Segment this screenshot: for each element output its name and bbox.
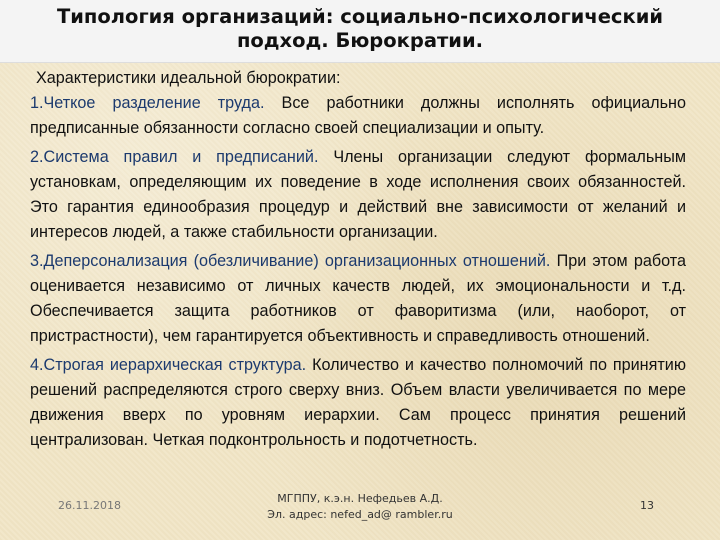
footer-date: 26.11.2018 <box>58 499 121 512</box>
slide-title-bar <box>0 0 720 63</box>
slide-title-line-2: подход. Бюрократии. <box>236 29 484 52</box>
slide-title-line-1: Типология организаций: социально-психологический <box>56 5 664 28</box>
footer-author-line-2: Эл. адрес: nefed_ad@ rambler.ru <box>267 508 453 521</box>
item-term: 2.Система правил и предписаний. <box>30 148 319 166</box>
slide-body <box>30 66 686 457</box>
slide-footer <box>0 491 720 531</box>
item-term: 1.Четкое разделение труда. <box>30 94 265 112</box>
item-description: При этом работа оценивается независимо от личных качеств людей, их эмоциональности и т.д. Обеспечивается защита работников от фаворитизма (или, наоборот, от пристрастности), чем гарантируется объективность и справедливость отношений. <box>30 252 686 345</box>
list-item-3 <box>30 249 686 349</box>
item-term: 3.Деперсонализация (обезличивание) организационных отношений. <box>30 252 551 270</box>
list-item-1 <box>30 91 686 141</box>
intro-text: Характеристики идеальной бюрократии: <box>36 69 341 87</box>
item-description: Все работники должны исполнять официально предписанные обязанности согласно своей специализации и опыту. <box>30 94 686 137</box>
list-item-2 <box>30 145 686 245</box>
page-number: 13 <box>640 499 654 512</box>
item-description: Количество и качество полномочий по принятию решений распределяются строго сверху вниз. Объем власти увеличивается по мере движения вверх по уровням иерархии. Сам процесс принятия решений централизован. Четкая подконтрольность и подотчетность. <box>30 356 686 449</box>
footer-author <box>0 491 720 523</box>
item-description: Члены организации следуют формальным установкам, определяющим их поведение в ходе исполнения своих обязанностей. Это гарантия единообразия процедур и действий вне зависимости от желаний и интересов людей, а также стабильности организации. <box>30 148 686 241</box>
list-item-4 <box>30 353 686 453</box>
item-term: 4.Строгая иерархическая структура. <box>30 356 307 374</box>
footer-author-line-1: МГППУ, к.э.н. Нефедьев А.Д. <box>277 492 443 505</box>
slide-title <box>0 0 720 53</box>
